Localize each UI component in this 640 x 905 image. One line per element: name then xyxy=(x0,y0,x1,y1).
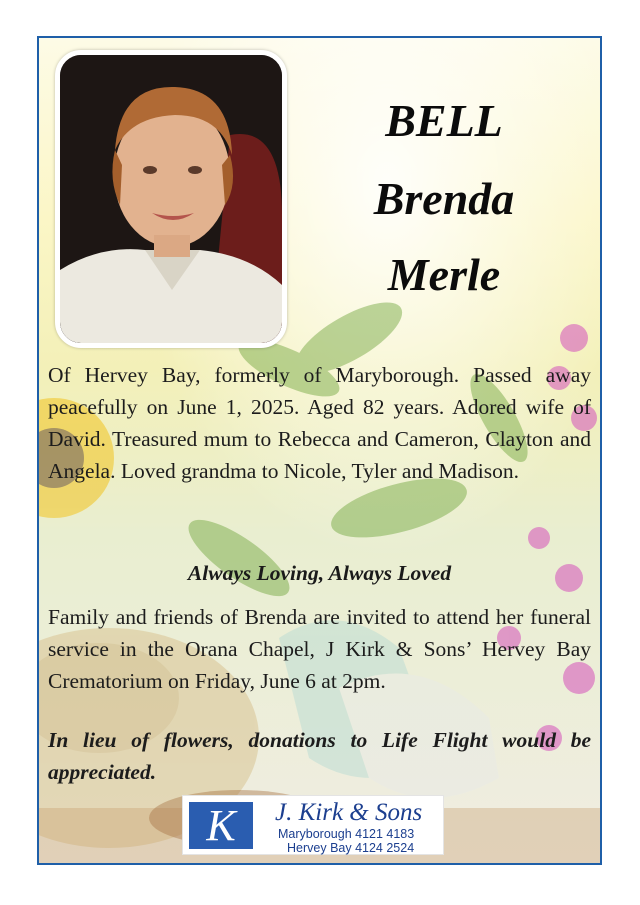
tagline: Always Loving, Always Loved xyxy=(187,561,452,585)
firm-name: J. Kirk & Sons xyxy=(275,799,423,826)
funeral-director-logo xyxy=(182,795,444,855)
donations-note: In lieu of flowers, donations to Life Flight would be appreciated. xyxy=(48,728,591,784)
notice-paragraph: Of Hervey Bay, formerly of Maryborough. Passed away peacefully on June 1, 2025. Aged 82 years. Adored wife of David. Treasured mum to Rebecca and Cameron, Clayton and Angela. Loved grandma to Nicole, Tyler and Madison. xyxy=(48,363,591,483)
funeral-details: Family and friends of Brenda are invited to attend her funeral service in the Orana Chapel, J Kirk & Sons’ Hervey Bay Crematorium on Friday, June 6 at 2pm. xyxy=(48,605,591,693)
given-name: Brenda xyxy=(373,173,515,224)
surname: BELL xyxy=(385,95,503,146)
middle-name: Merle xyxy=(387,249,501,300)
notice-frame xyxy=(37,36,602,865)
phone-maryborough: Maryborough 4121 4183 xyxy=(278,827,415,841)
portrait-photo xyxy=(55,50,287,348)
k-monogram-icon: K xyxy=(189,802,253,849)
phone-hervey-bay: Hervey Bay 4124 2524 xyxy=(287,841,415,855)
